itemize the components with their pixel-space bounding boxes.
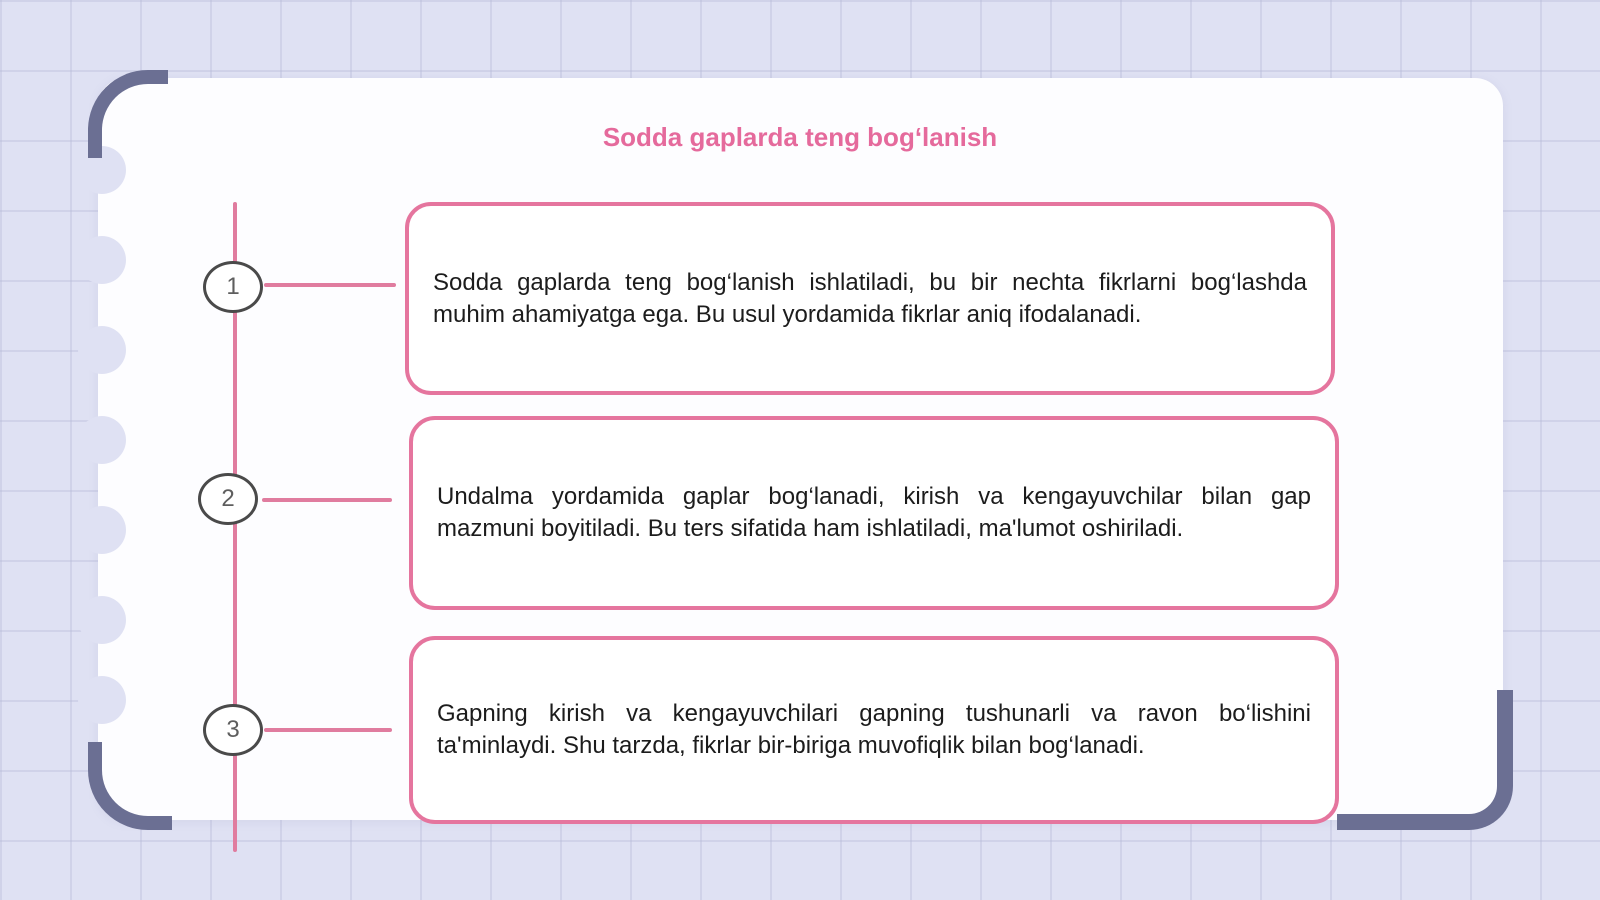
step-number-2: 2 (198, 473, 258, 525)
binder-notch (78, 506, 126, 554)
text-card-2 (409, 416, 1339, 610)
binder-notch (78, 596, 126, 644)
binder-notch (78, 326, 126, 374)
text-card-1 (405, 202, 1335, 395)
binder-notch (78, 236, 126, 284)
timeline-connector-1 (264, 283, 396, 287)
frame-corner-bottom-right (1337, 690, 1513, 830)
text-card-3 (409, 636, 1339, 824)
timeline-connector-2 (262, 498, 392, 502)
step-number-1: 1 (203, 261, 263, 313)
step-number-3: 3 (203, 704, 263, 756)
card-text-2: Undalma yordamida gaplar bog‘lanadi, kirish va kengayuvchilar bilan gap mazmuni boyitiladi. Bu ters sifatida ham ishlatiladi, ma'lumot oshiriladi. (437, 483, 1311, 542)
slide-title: Sodda gaplarda teng bog‘lanish (602, 122, 998, 152)
binder-notch (78, 416, 126, 464)
timeline-connector-3 (264, 728, 392, 732)
binder-notch (78, 676, 126, 724)
card-text-3: Gapning kirish va kengayuvchilari gapning tushunarli va ravon bo‘lishini ta'minlaydi. Shu tarzda, fikrlar bir-biriga muvofiqlik bilan bog‘lanadi. (437, 700, 1311, 759)
card-text-1: Sodda gaplarda teng bog‘lanish ishlatiladi, bu bir nechta fikrlarni bog‘lashda muhim ahamiyatga ega. Bu usul yordamida fikrlar aniq ifodalanadi. (433, 268, 1307, 328)
frame-corner-bottom-left (88, 742, 172, 830)
